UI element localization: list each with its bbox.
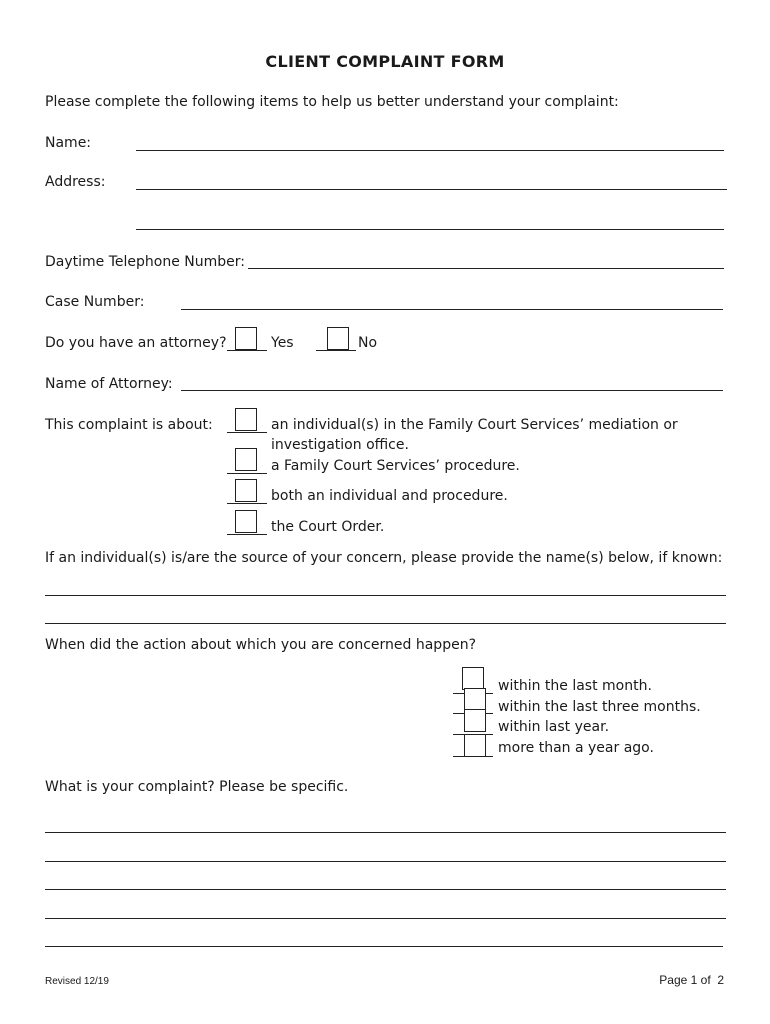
attorney-name-label: Name of Attorney: xyxy=(45,376,173,392)
complaint-line-3[interactable] xyxy=(45,889,726,890)
when-last-year-checkbox[interactable] xyxy=(464,709,486,732)
phone-field[interactable] xyxy=(248,268,724,269)
no-checkbox[interactable] xyxy=(327,327,349,350)
name-label: Name: xyxy=(45,135,92,151)
about-underline-1 xyxy=(227,432,267,433)
when-option-last-year: within last year. xyxy=(498,719,610,735)
when-option-last-month: within the last month. xyxy=(498,678,652,694)
attorney-name-field[interactable] xyxy=(181,390,723,391)
about-underline-2 xyxy=(227,473,267,474)
about-court-order-checkbox[interactable] xyxy=(235,510,257,533)
complaint-line-2[interactable] xyxy=(45,861,726,862)
no-underline xyxy=(316,350,356,351)
about-underline-4 xyxy=(227,534,267,535)
about-option-individual-cont: investigation office. xyxy=(271,437,409,453)
yes-underline xyxy=(227,350,267,351)
complaint-line-5[interactable] xyxy=(45,946,723,947)
case-number-field[interactable] xyxy=(181,309,723,310)
when-option-three-months: within the last three months. xyxy=(498,699,701,715)
about-both-checkbox[interactable] xyxy=(235,479,257,502)
complaint-prompt: What is your complaint? Please be specific. xyxy=(45,779,349,795)
individual-names-line-2[interactable] xyxy=(45,623,726,624)
when-last-month-checkbox[interactable] xyxy=(462,667,484,690)
about-option-both: both an individual and procedure. xyxy=(271,488,508,504)
individual-names-line-1[interactable] xyxy=(45,595,726,596)
address-field-line-2[interactable] xyxy=(136,229,724,230)
no-label: No xyxy=(358,335,378,351)
about-individual-checkbox[interactable] xyxy=(235,408,257,431)
when-three-months-checkbox[interactable] xyxy=(464,688,486,711)
address-field-line-1[interactable] xyxy=(136,189,727,190)
complaint-line-1[interactable] xyxy=(45,832,726,833)
about-procedure-checkbox[interactable] xyxy=(235,448,257,471)
phone-label: Daytime Telephone Number: xyxy=(45,254,245,270)
about-option-individual: an individual(s) in the Family Court Services’ mediation or xyxy=(271,417,678,433)
when-option-more-than-year: more than a year ago. xyxy=(498,740,654,756)
attorney-question: Do you have an attorney? xyxy=(45,335,227,351)
revised-date: Revised 12/19 xyxy=(45,976,109,987)
individual-prompt: If an individual(s) is/are the source of your concern, please provide the name(s) below, if known: xyxy=(45,550,723,566)
complaint-line-4[interactable] xyxy=(45,918,726,919)
when-prompt: When did the action about which you are concerned happen? xyxy=(45,637,476,653)
about-underline-3 xyxy=(227,503,267,504)
when-more-than-year-checkbox[interactable] xyxy=(464,734,486,757)
page-number: Page 1 of 2 xyxy=(659,973,724,987)
about-label: This complaint is about: xyxy=(45,417,213,433)
case-number-label: Case Number: xyxy=(45,294,145,310)
about-option-procedure: a Family Court Services’ procedure. xyxy=(271,458,520,474)
name-field[interactable] xyxy=(136,150,724,151)
form-title: CLIENT COMPLAINT FORM xyxy=(265,52,505,71)
address-label: Address: xyxy=(45,174,106,190)
yes-label: Yes xyxy=(271,335,294,351)
about-option-court-order: the Court Order. xyxy=(271,519,385,535)
yes-checkbox[interactable] xyxy=(235,327,257,350)
intro-text: Please complete the following items to help us better understand your complaint: xyxy=(45,94,619,110)
